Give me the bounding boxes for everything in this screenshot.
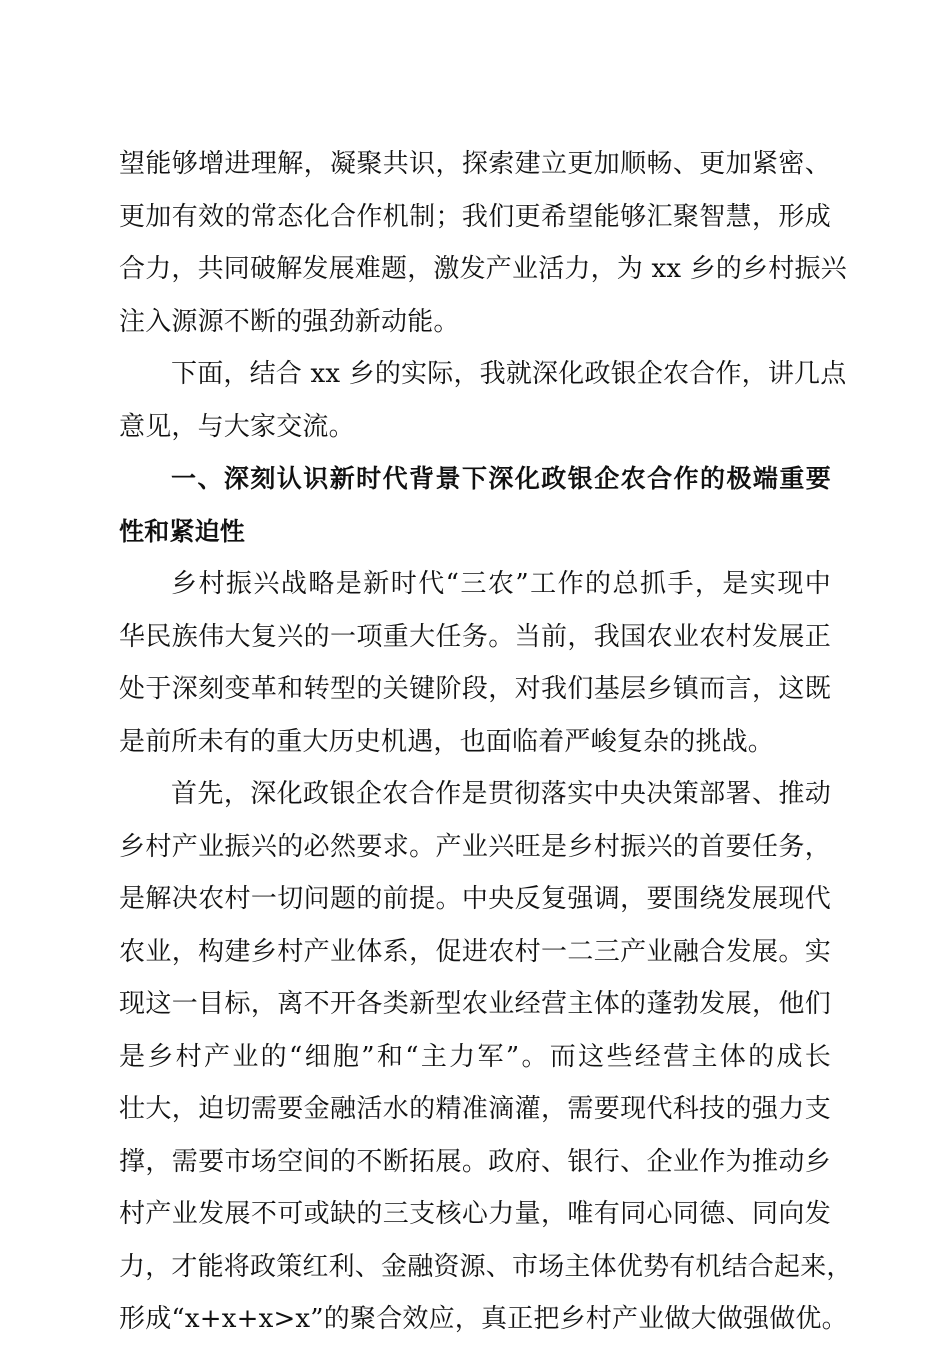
document-body: [119, 138, 853, 1346]
paragraph-line: 壮大，迫切需要金融活水的精准滴灌，需要现代科技的强力支: [119, 1094, 831, 1124]
paragraph-line: 首先，深化政银企农合作是贯彻落实中央决策部署、推动: [171, 779, 831, 809]
paragraph-line: 乡村振兴战略是新时代“三农”工作的总抓手，是实现中: [171, 569, 831, 599]
paragraph-line: 处于深刻变革和转型的关键阶段，对我们基层乡镇而言，这既: [119, 674, 831, 704]
paragraph-line: 是乡村产业的“细胞”和“主力军”。而这些经营主体的成长: [119, 1041, 831, 1072]
paragraph-line: 更加有效的常态化合作机制；我们更希望能够汇聚智慧，形成: [119, 201, 831, 232]
paragraph-line: 华民族伟大复兴的一项重大任务。当前，我国农业农村发展正: [119, 621, 831, 652]
paragraph-line: 力，才能将政策红利、金融资源、市场主体优势有机结合起来，: [119, 1251, 853, 1282]
section-heading-line: 一、深刻认识新时代背景下深化政银企农合作的极端重要: [171, 464, 831, 493]
paragraph-line: 村产业发展不可或缺的三支核心力量，唯有同心同德、同向发: [119, 1199, 831, 1229]
paragraph-line: 乡村产业振兴的必然要求。产业兴旺是乡村振兴的首要任务，: [119, 831, 831, 862]
paragraph-line: 下面，结合 xx 乡的实际，我就深化政银企农合作，讲几点: [171, 359, 847, 389]
paragraph-line: 农业，构建乡村产业体系，促进农村一二三产业融合发展。实: [119, 936, 831, 967]
paragraph-line: 撑，需要市场空间的不断拓展。政府、银行、企业作为推动乡: [119, 1146, 831, 1177]
paragraph-line: 是解决农村一切问题的前提。中央反复强调，要围绕发展现代: [119, 884, 831, 914]
paragraph-line: 是前所未有的重大历史机遇，也面临着严峻复杂的挑战。: [119, 726, 775, 757]
paragraph-line: 注入源源不断的强劲新动能。: [119, 306, 460, 337]
paragraph-line: 意见，与大家交流。: [119, 411, 355, 442]
section-heading-line: 性和紧迫性: [119, 516, 246, 546]
paragraph-line: 形成“x+x+x>x”的聚合效应，真正把乡村产业做大做强做优。: [119, 1304, 848, 1334]
paragraph-line: 合力，共同破解发展难题，激发产业活力，为 xx 乡的乡村振兴: [119, 254, 847, 284]
paragraph-line: 望能够增进理解，凝聚共识，探索建立更加顺畅、更加紧密、: [119, 149, 831, 179]
paragraph-line: 现这一目标，离不开各类新型农业经营主体的蓬勃发展，他们: [119, 989, 831, 1019]
